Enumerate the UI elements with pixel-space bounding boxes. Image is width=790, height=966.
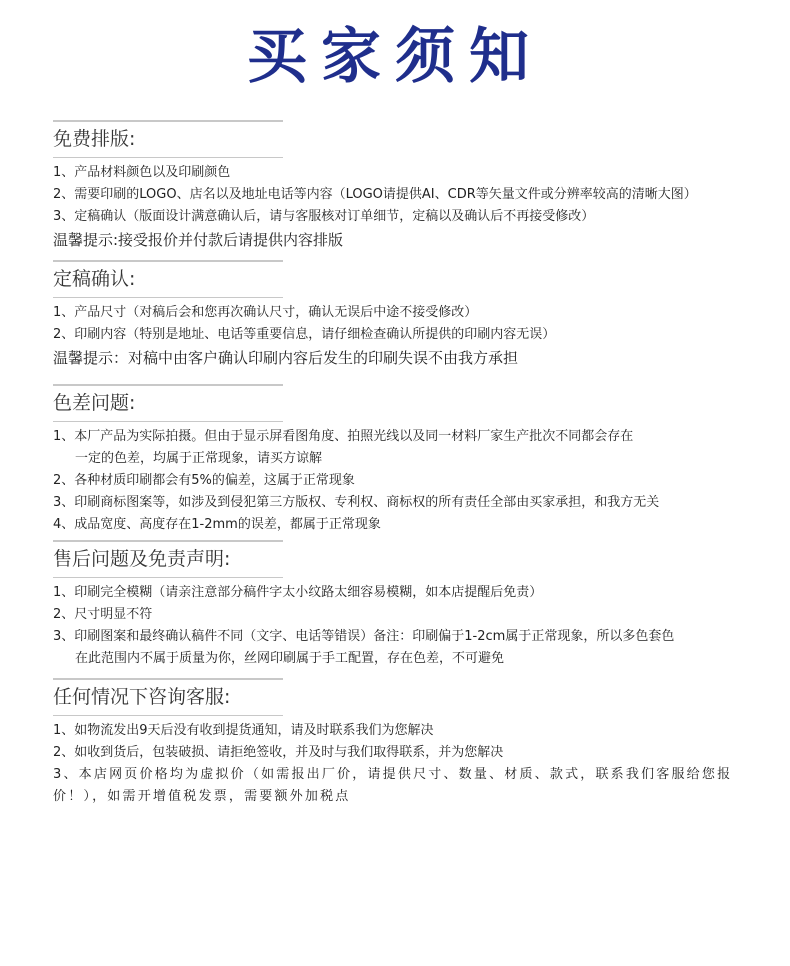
heading-divider [53,260,283,262]
heading-divider [53,120,283,122]
section-color-difference [53,390,753,536]
list-item: 4、成品宽度、高度存在1-2mm的误差，都属于正常现象 [53,517,381,532]
list-item: 2、如收到货后，包装破损、请拒绝签收，并及时与我们取得联系，并为您解决 [53,745,504,760]
section-heading-text: 任何情况下咨询客服: [53,686,231,708]
list-item: 3、印刷图案和最终确认稿件不同（文字、电话等错误）备注：印刷偏于1-2cm属于正常现象，所以多色套色 [53,629,675,644]
warm-tip: 温馨提示：对稿中由客户确认印刷内容后发生的印刷失误不由我方承担 [53,349,519,367]
page-title: 买家须知 [247,22,543,92]
list-item: 1、产品材料颜色以及印刷颜色 [53,165,231,180]
heading-divider [53,678,283,680]
section-after-sales [53,546,753,670]
list-item: 3、定稿确认（版面设计满意确认后，请与客服核对订单细节，定稿以及确认后不再接受修改） [53,209,595,224]
list-item: 2、需要印刷的LOGO、店名以及地址电话等内容（LOGO请提供AI、CDR等矢量文件或分辨率较高的清晰大图） [53,187,697,202]
section-heading [53,126,135,158]
heading-underline [53,157,283,158]
warm-tip: 温馨提示:接受报价并付款后请提供内容排版 [53,231,344,249]
list-item-continuation: 在此范围内不属于质量为你，丝网印刷属于手工配置，存在色差，不可避免 [75,651,505,666]
section-heading-text: 定稿确认: [53,268,136,290]
list-item: 1、如物流发出9天后没有收到提货通知，请及时联系我们为您解决 [53,723,434,738]
section-heading [53,684,230,716]
section-heading [53,390,135,422]
list-item: 1、印刷完全模糊（请亲注意部分稿件字太小纹路太细容易模糊，如本店提醒后免责） [53,585,543,600]
list-item-continuation: 一定的色差，均属于正常现象，请买方谅解 [75,451,323,466]
heading-underline [53,715,283,716]
heading-divider [53,384,283,386]
section-confirm-draft [53,266,753,370]
section-contact-service [53,684,753,808]
list-item: 2、印刷内容（特别是地址、电话等重要信息，请仔细检查确认所提供的印刷内容无误） [53,327,556,342]
section-heading [53,546,230,578]
list-item: 2、尺寸明显不符 [53,607,153,622]
list-item: 1、产品尺寸（对稿后会和您再次确认尺寸，确认无误后中途不接受修改） [53,305,478,320]
section-heading-text: 免费排版: [53,128,136,150]
section-heading [53,266,135,298]
section-heading-text: 售后问题及免责声明: [53,548,231,570]
list-item: 3、印刷商标图案等，如涉及到侵犯第三方版权、专利权、商标权的所有责任全部由买家承担，和我方无关 [53,495,660,510]
heading-underline [53,577,283,578]
heading-underline [53,421,283,422]
heading-underline [53,297,283,298]
list-item: 3、本店网页价格均为虚拟价（如需报出厂价，请提供尺寸、数量、材质、款式，联系我们客服给您报价！），如需开增值税发票，需要额外加税点 [53,767,733,804]
section-free-layout [53,126,753,252]
list-item: 2、各种材质印刷都会有5%的偏差，这属于正常现象 [53,473,355,488]
list-item: 1、本厂产品为实际拍摄。但由于显示屏看图角度、拍照光线以及同一材料厂家生产批次不同都会存在 [53,429,634,444]
heading-divider [53,540,283,542]
section-heading-text: 色差问题: [53,392,136,414]
